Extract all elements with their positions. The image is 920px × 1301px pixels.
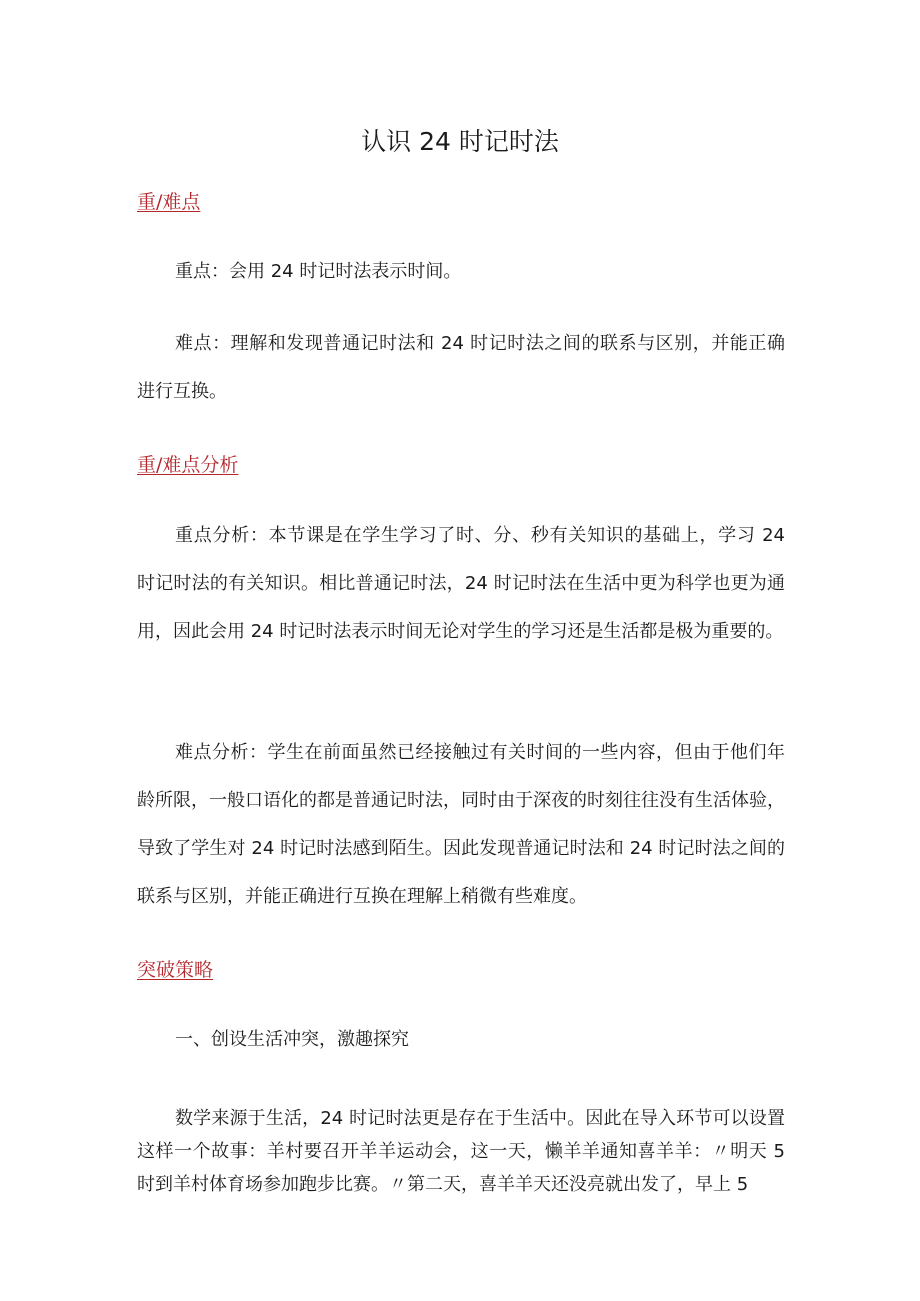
- difficulty-analysis-paragraph: 难点分析：学生在前面虽然已经接触过有关时间的一些内容，但由于他们年龄所限，一般口语化的都是普通记时法，同时由于深夜的时刻往往没有生活体验，导致了学生对 24 时记时法感到陌生。因此发现普通记时法和 24 时记时法之间的联系与区别，并能正确进行互换在理解上稍微有些难度。: [137, 742, 785, 907]
- difficulty-paragraph: 难点：理解和发现普通记时法和 24 时记时法之间的联系与区别，并能正确进行互换。: [137, 333, 785, 402]
- key-analysis-paragraph: 重点分析：本节课是在学生学习了时、分、秒有关知识的基础上，学习 24 时记时法的有关知识。相比普通记时法，24 时记时法在生活中更为科学也更为通用，因此会用 24 时记时法表示时间无论对学生的学习还是生活都是极为重要的。: [137, 525, 785, 642]
- section-heading-analysis: 重/难点分析: [137, 454, 239, 476]
- story-paragraph: 数学来源于生活，24 时记时法更是存在于生活中。因此在导入环节可以设置这样一个故事：羊村要召开羊羊运动会，这一天，懒羊羊通知喜羊羊：〃明天 5 时到羊村体育场参加跑步比赛。〃第二天，喜羊羊天还没亮就出发了，早上 5: [137, 1108, 785, 1195]
- section-heading-strategy: 突破策略: [137, 959, 214, 981]
- section-heading-key-points: 重/难点: [137, 191, 201, 213]
- document-title: 认识 24 时记时法: [361, 127, 559, 156]
- strategy-step-one: 一、创设生活冲突，激趣探究: [175, 1029, 409, 1050]
- key-point-paragraph: 重点：会用 24 时记时法表示时间。: [175, 261, 462, 282]
